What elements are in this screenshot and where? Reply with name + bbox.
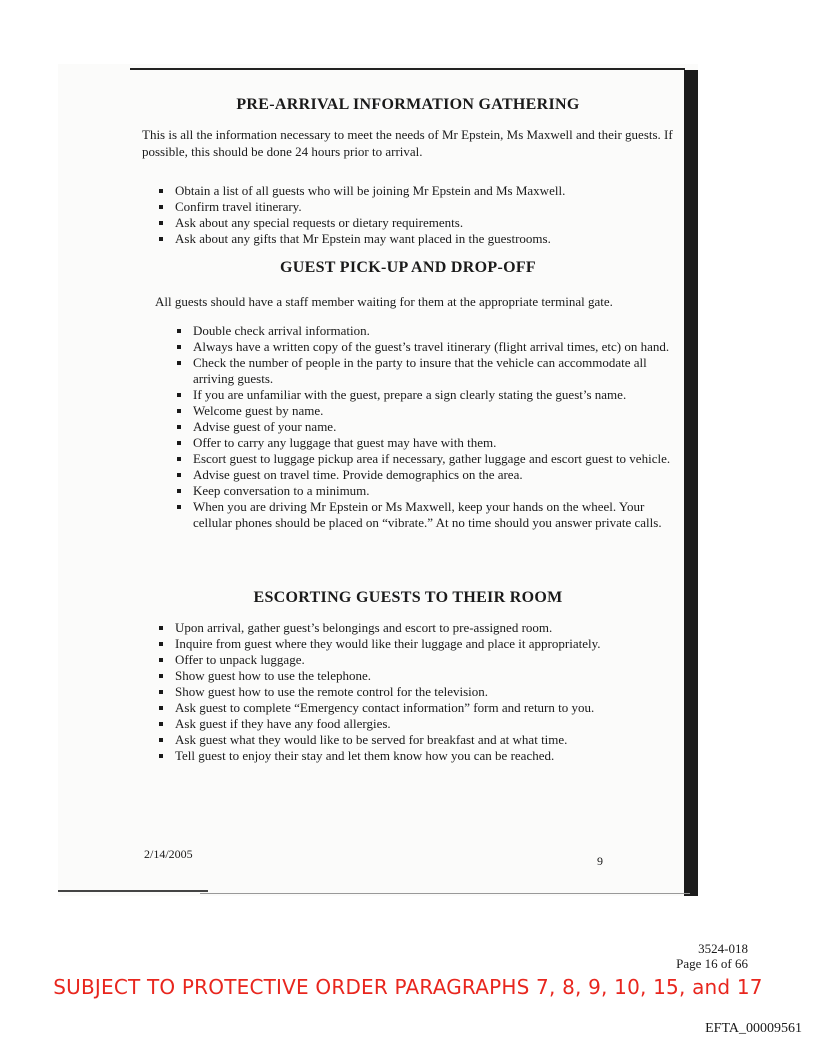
section2-intro: All guests should have a staff member waiting for them at the appropriate terminal gate. [155, 294, 613, 309]
bates-number: EFTA_00009561 [705, 1021, 802, 1036]
list-item: Tell guest to enjoy their stay and let them know how you can be reached. [157, 748, 677, 764]
scan-bottom-rule [58, 890, 208, 892]
list-item: Offer to unpack luggage. [157, 652, 677, 668]
protective-order-notice: SUBJECT TO PROTECTIVE ORDER PARAGRAPHS 7, 8, 9, 10, 15, and 17 [53, 975, 763, 999]
list-item: Advise guest on travel time. Provide demographics on the area. [175, 467, 677, 483]
document-id: 3524-018 [698, 941, 748, 956]
list-item: Offer to carry any luggage that guest may have with them. [175, 435, 677, 451]
list-item: Show guest how to use the remote control for the television. [157, 684, 677, 700]
footer-page-number: 9 [597, 854, 603, 868]
list-item: If you are unfamiliar with the guest, prepare a sign clearly stating the guest’s name. [175, 387, 677, 403]
list-item: Check the number of people in the party to insure that the vehicle can accommodate all arriving guests. [175, 355, 677, 387]
scan-top-rule [130, 68, 685, 70]
list-item: Ask guest if they have any food allergies. [157, 716, 677, 732]
section1-list [157, 183, 677, 247]
section2-list [175, 323, 677, 531]
list-item: Obtain a list of all guests who will be joining Mr Epstein and Ms Maxwell. [157, 183, 677, 199]
section1-intro: This is all the information necessary to meet the needs of Mr Epstein, Ms Maxwell and their guests. If possible, this should be done 24 hours prior to arrival. [142, 127, 673, 159]
document-stamp [676, 941, 748, 971]
list-item: Keep conversation to a minimum. [175, 483, 677, 499]
list-item: Escort guest to luggage pickup area if necessary, gather luggage and escort guest to vehicle. [175, 451, 677, 467]
section1-heading: PRE-ARRIVAL INFORMATION GATHERING [236, 96, 580, 113]
section3-heading: ESCORTING GUESTS TO THEIR ROOM [253, 589, 563, 606]
list-item: Always have a written copy of the guest’s travel itinerary (flight arrival times, etc) on hand. [175, 339, 677, 355]
list-item: Advise guest of your name. [175, 419, 677, 435]
section3-list [157, 620, 677, 764]
list-item: Confirm travel itinerary. [157, 199, 677, 215]
page-of-count: Page 16 of 66 [676, 956, 748, 971]
list-item: Double check arrival information. [175, 323, 677, 339]
list-item: Upon arrival, gather guest’s belongings and escort to pre-assigned room. [157, 620, 677, 636]
list-item: Ask guest to complete “Emergency contact information” form and return to you. [157, 700, 677, 716]
footer-date: 2/14/2005 [144, 847, 193, 861]
section2-heading: GUEST PICK-UP AND DROP-OFF [280, 259, 536, 276]
list-item: Welcome guest by name. [175, 403, 677, 419]
scan-right-edge [684, 70, 698, 896]
list-item: Show guest how to use the telephone. [157, 668, 677, 684]
list-item: Inquire from guest where they would like their luggage and place it appropriately. [157, 636, 677, 652]
list-item: Ask about any special requests or dietary requirements. [157, 215, 677, 231]
list-item: When you are driving Mr Epstein or Ms Maxwell, keep your hands on the wheel. Your cellular phones should be placed on “vibrate.” At no time should you answer private calls. [175, 499, 677, 531]
scan-bottom-rule-faint [200, 893, 690, 894]
list-item: Ask guest what they would like to be served for breakfast and at what time. [157, 732, 677, 748]
list-item: Ask about any gifts that Mr Epstein may want placed in the guestrooms. [157, 231, 677, 247]
